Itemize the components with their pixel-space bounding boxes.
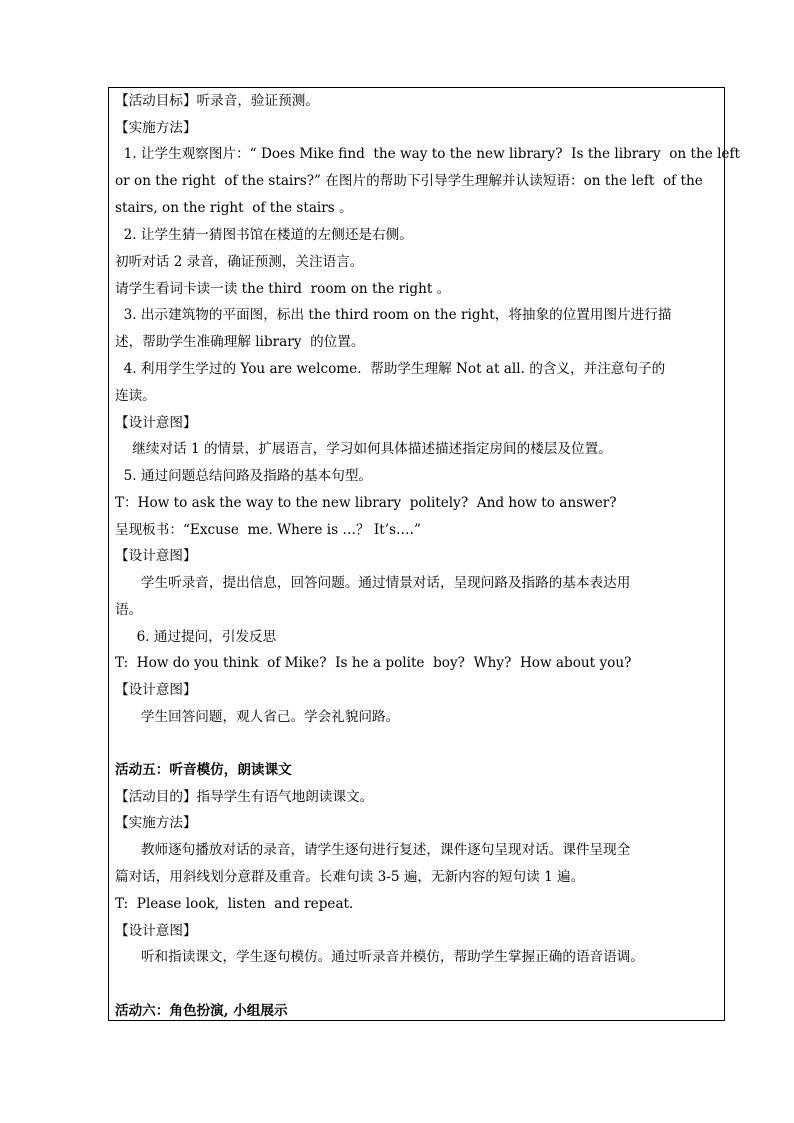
design-heading: 【设计意图】 [115, 923, 197, 939]
text-line: 教师逐句播放对话的录音，请学生逐句进行复述，课件逐句呈现对话。课件呈现全 [115, 842, 631, 858]
design-heading: 【设计意图】 [115, 548, 197, 564]
text-line: 初听对话 2 录音，确证预测，关注语言。 [115, 254, 364, 270]
text-line: or on the right of the stairs?” 在图片的帮助下引导学生理解并认读短语：on the left of the [115, 173, 703, 189]
text-line: 4. 利用学生学过的 You are welcome. 帮助学生理解 Not at all. 的含义，并注意句子的 [115, 361, 666, 377]
text-line: 篇对话，用斜线划分意群及重音。长难句读 3-5 遍，无新内容的短句读 1 遍。 [115, 869, 585, 885]
design-heading: 【设计意图】 [115, 415, 197, 431]
design-heading: 【设计意图】 [115, 682, 197, 698]
text-line: 学生听录音，提出信息，回答问题。通过情景对话，呈现问路及指路的基本表达用 [115, 575, 631, 591]
text-line: 听和指读课文，学生逐句模仿。通过听录音并模仿，帮助学生掌握正确的语音语调。 [115, 949, 644, 965]
activity-five-title: 活动五：听音模仿，朗读课文 [115, 762, 292, 778]
text-line: 5. 通过问题总结问路及指路的基本句型。 [115, 468, 373, 484]
activity-six-title: 活动六：角色扮演, 小组展示 [115, 1003, 288, 1019]
goal-heading: 【活动目标】听录音，验证预测。 [115, 93, 319, 109]
method-heading: 【实施方法】 [115, 815, 197, 831]
text-line: stairs, on the right of the stairs 。 [115, 200, 353, 216]
text-line: 语。 [115, 602, 143, 618]
text-line: 呈现板书：“Excuse me. Where is …？ It’s….” [115, 522, 421, 538]
text-line: 继续对话 1 的情景，扩展语言，学习如何具体描述描述指定房间的楼层及位置。 [115, 441, 612, 457]
text-line: 3. 出示建筑物的平面图，标出 the third room on the right，将抽象的位置用图片进行描 [115, 307, 672, 323]
text-line: 2. 让学生猜一猜图书馆在楼道的左侧还是右侧。 [115, 227, 413, 243]
text-line: 连读。 [115, 388, 156, 404]
text-line: 请学生看词卡读一读 the third room on the right 。 [115, 281, 451, 297]
text-line: T：How to ask the way to the new library politely? And how to answer? [115, 495, 617, 511]
text-line: 6. 通过提问，引发反思 [115, 629, 277, 645]
method-heading: 【实施方法】 [115, 120, 197, 136]
text-line: T: Please look, listen and repeat. [115, 896, 354, 912]
text-line: 1. 让学生观察图片：“ Does Mike find the way to the new library? Is the library on the left [115, 146, 740, 162]
text-line: 学生回答问题，观人省己。学会礼貌问路。 [115, 709, 400, 725]
goal-heading: 【活动目的】指导学生有语气地朗读课文。 [115, 789, 374, 805]
text-line: T: How do you think of Mike? Is he a polite boy? Why? How about you? [115, 655, 632, 671]
text-line: 述，帮助学生准确理解 library 的位置。 [115, 334, 365, 350]
